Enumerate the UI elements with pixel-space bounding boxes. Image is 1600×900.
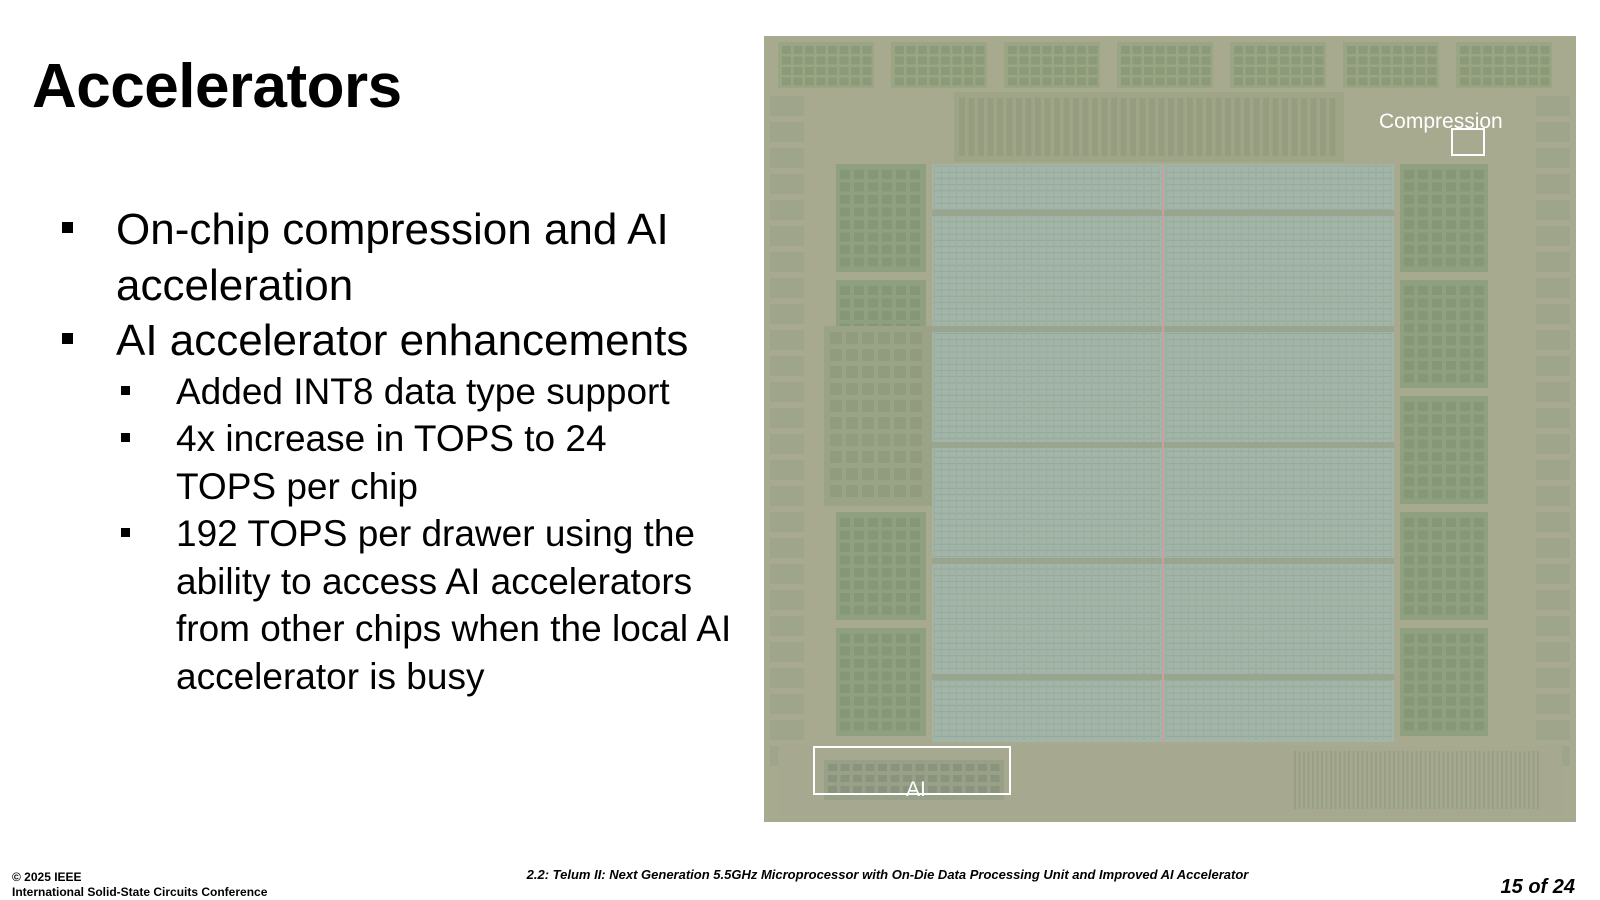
- die-layout-graphic: [764, 36, 1576, 822]
- compression-label: Compression: [1379, 110, 1503, 133]
- bullet-marker-icon: [121, 386, 130, 395]
- sub-bullet-text: Added INT8 data type support: [176, 371, 670, 412]
- bullet-text: AI accelerator enhancements: [116, 316, 689, 365]
- bullet-marker-icon: [121, 433, 130, 442]
- slide-title: Accelerators: [32, 52, 402, 121]
- sub-bullet-text: 192 TOPS per drawer using the ability to access AI accelerators from other chips when the local AI accelerator is busy: [176, 513, 732, 697]
- sub-bullet-text: 4x increase in TOPS to 24 TOPS per chip: [176, 418, 607, 507]
- bullet-marker-icon: [62, 222, 73, 233]
- bullet-marker-icon: [121, 528, 130, 537]
- copyright-text: © 2025 IEEE: [12, 870, 82, 884]
- conference-name: International Solid-State Circuits Conference: [12, 885, 268, 899]
- bullet-text: On-chip compression and AI acceleration: [116, 205, 669, 310]
- bullet-marker-icon: [62, 333, 73, 344]
- paper-title: 2.2: Telum II: Next Generation 5.5GHz Microprocessor with On-Die Data Processing Unit and Improved AI Accelerator: [526, 867, 1249, 882]
- chip-die-photo: [764, 36, 1576, 822]
- bullet-list: [0, 0, 760, 760]
- page-number: 15 of 24: [1500, 876, 1575, 898]
- ai-label: AI: [906, 778, 926, 801]
